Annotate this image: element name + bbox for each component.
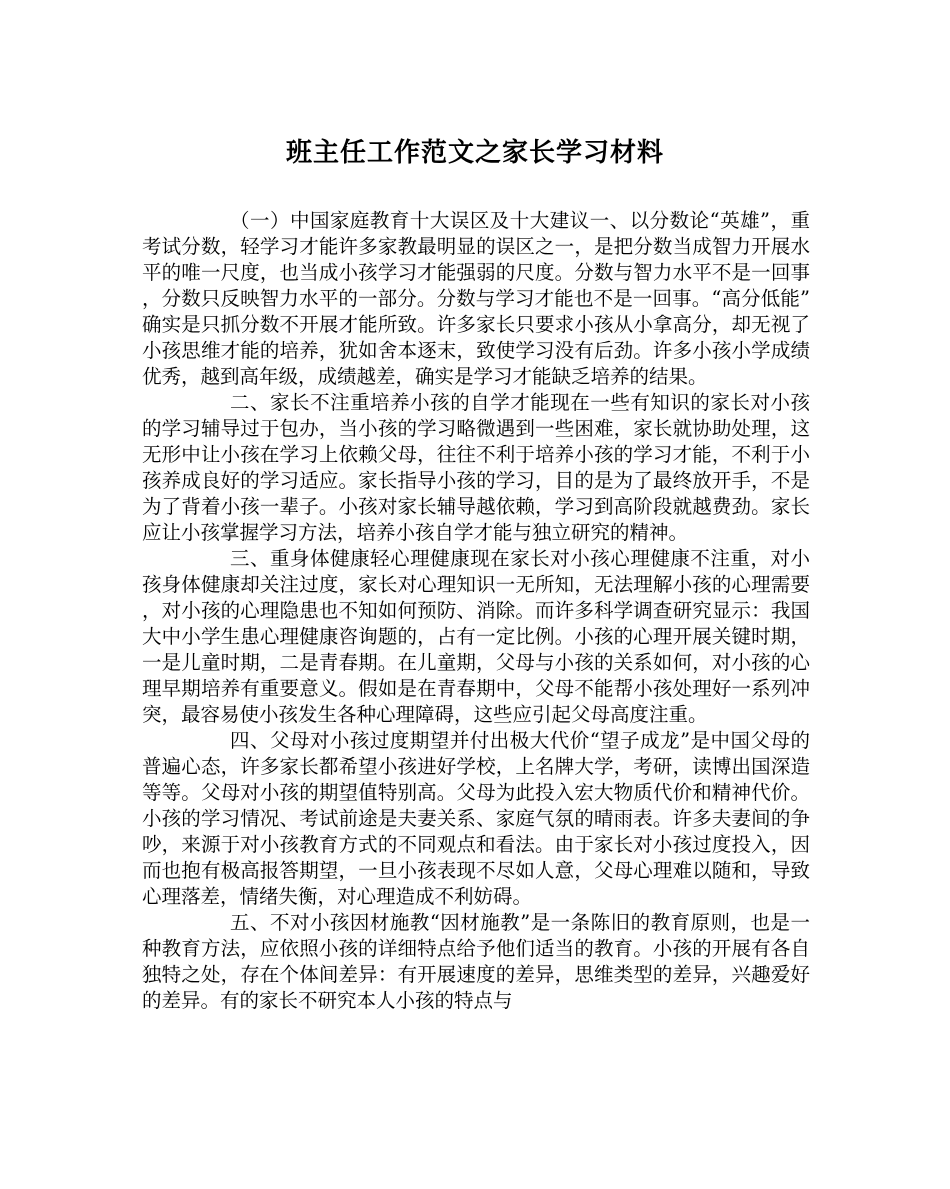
paragraph-1: （一）中国家庭教育十大误区及十大建议一、以分数论“英雄”，重考试分数，轻学习才能许多家教最明显的误区之一，是把分数当成智力开展水平的唯一尺度，也当成小孩学习才能强弱的尺度。分数与智力水平不是一回事，分数只反映智力水平的一部分。分数与学习才能也不是一回事。“高分低能”确实是只抓分数不开展才能所致。许多家长只要求小孩从小拿高分，却无视了小孩思维才能的培养，犹如舍本逐末，致使学习没有后劲。许多小孩小学成绩优秀，越到高年级，成绩越差，确实是学习才能缺乏培养的结果。 xyxy=(142,209,810,388)
paragraph-3: 三、重身体健康轻心理健康现在家长对小孩心理健康不注重，对小孩身体健康却关注过度，家长对心理知识一无所知，无法理解小孩的心理需要，对小孩的心理隐患也不知如何预防、消除。而许多科学调查研究显示：我国大中小学生患心理健康咨询题的，占有一定比例。小孩的心理开展关键时期，一是儿童时期，二是青春期。在儿童期，父母与小孩的关系如何，对小孩的心理早期培养有重要意义。假如是在青春期中，父母不能帮小孩处理好一系列冲突，最容易使小孩发生各种心理障碍，这些应引起父母高度注重。 xyxy=(142,547,810,726)
paragraph-5: 五、不对小孩因材施教“因材施教”是一条陈旧的教育原则，也是一种教育方法，应依照小孩的详细特点给予他们适当的教育。小孩的开展有各自独特之处，存在个体间差异：有开展速度的差异，思维类型的差异，兴趣爱好的差异。有的家长不研究本人小孩的特点与 xyxy=(142,911,810,1012)
paragraph-2: 二、家长不注重培养小孩的自学才能现在一些有知识的家长对小孩的学习辅导过于包办，当小孩的学习略微遇到一些困难，家长就协助处理，这无形中让小孩在学习上依赖父母，往往不利于培养小孩的学习才能，不利于小孩养成良好的学习适应。家长指导小孩的学习，目的是为了最终放开手，不是为了背着小孩一辈子。小孩对家长辅导越依赖，学习到高阶段就越费劲。家长应让小孩掌握学习方法，培养小孩自学才能与独立研究的精神。 xyxy=(142,391,810,544)
document-title: 班主任工作范文之家长学习材料 xyxy=(285,138,664,168)
paragraph-4: 四、父母对小孩过度期望并付出极大代价“望子成龙”是中国父母的普遍心态，许多家长都希望小孩进好学校，上名牌大学，考研，读博出国深造等等。父母对小孩的期望值特别高。父母为此投入宏大物质代价和精神代价。小孩的学习情况、考试前途是夫妻关系、家庭气氛的晴雨表。许多夫妻间的争吵，来源于对小孩教育方式的不同观点和看法。由于家长对小孩过度投入，因而也抱有极高报答期望，一旦小孩表现不尽如人意，父母心理难以随和，导致心理落差，情绪失衡，对心理造成不利妨碍。 xyxy=(142,729,810,908)
document-body xyxy=(142,208,810,1014)
